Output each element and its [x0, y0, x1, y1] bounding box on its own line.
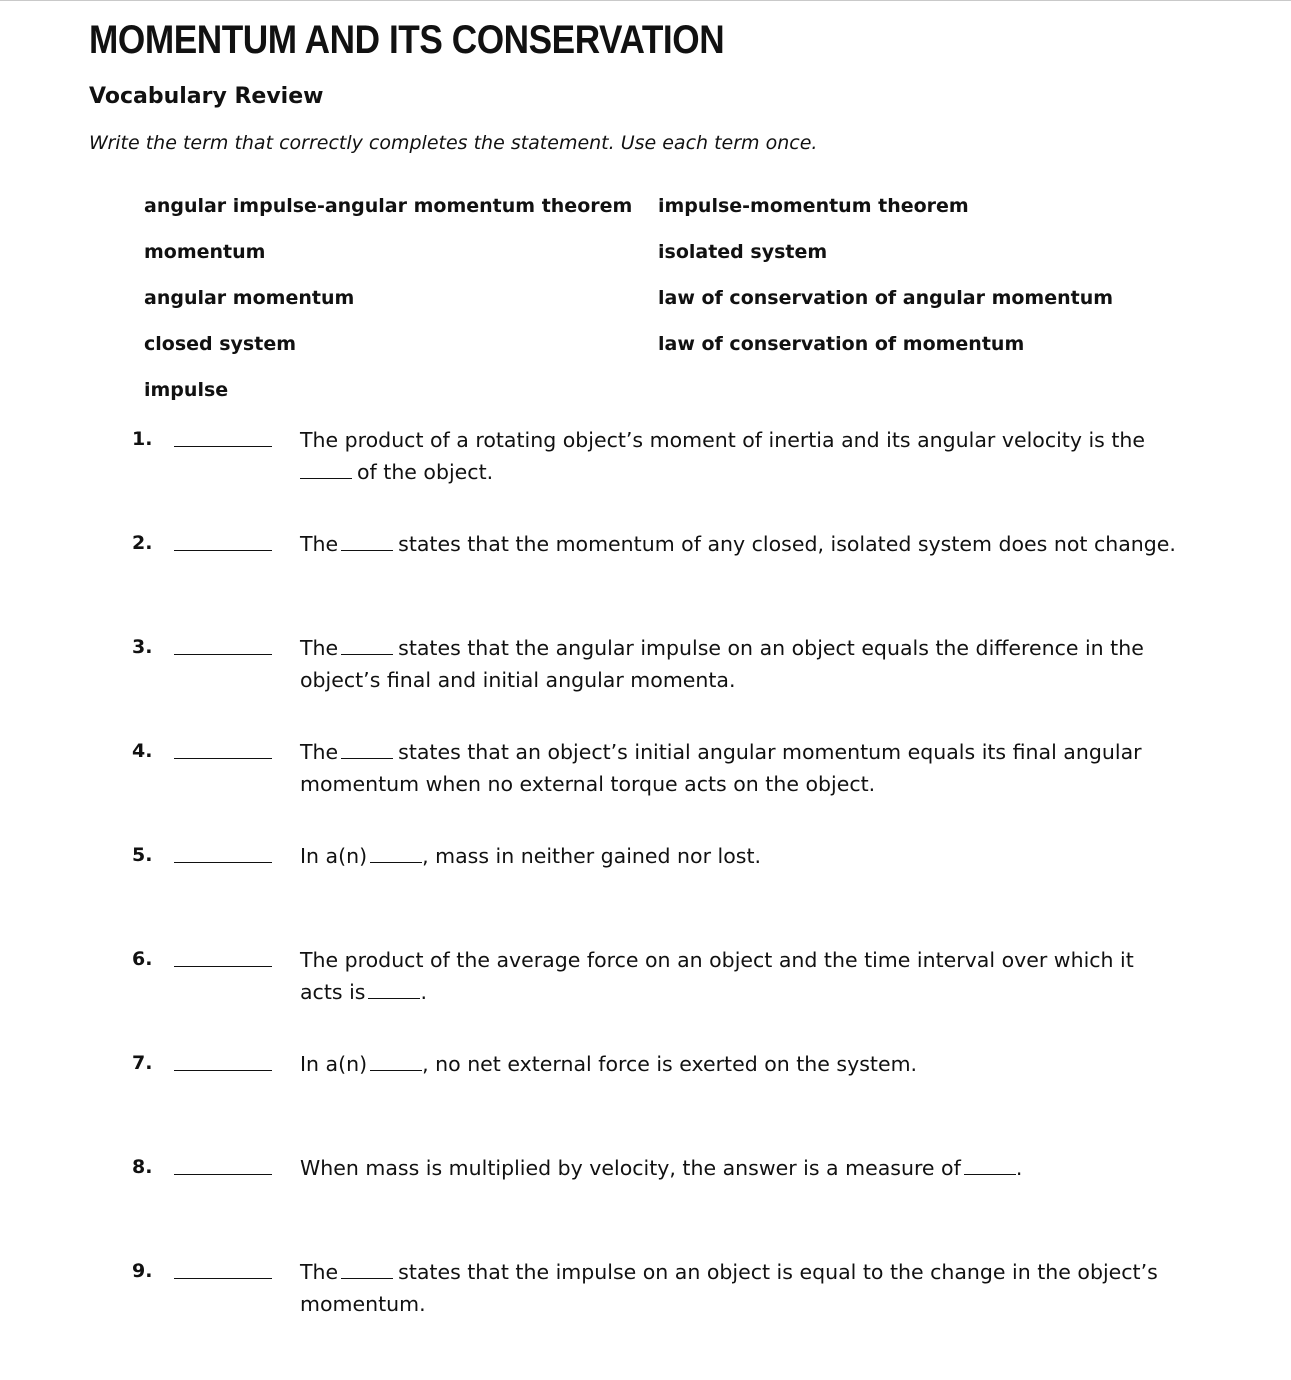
term-bank-item: angular impulse-angular momentum theorem [144, 195, 633, 217]
question-text-before: The product of a rotating object’s moment of inertia and its angular velocity is the [300, 428, 1146, 452]
answer-line[interactable] [174, 550, 272, 551]
question-number: 4. [132, 740, 153, 762]
question-number: 3. [132, 636, 153, 658]
question-7 [0, 1048, 1291, 1118]
term-bank-item: closed system [144, 333, 297, 355]
question-3 [0, 632, 1291, 702]
instructions: Write the term that correctly completes the statement. Use each term once. [89, 132, 818, 154]
term-bank-item: impulse-momentum theorem [658, 195, 969, 217]
question-text-before: When mass is multiplied by velocity, the answer is a measure of [300, 1156, 961, 1180]
question-2 [0, 528, 1291, 598]
question-number: 6. [132, 948, 153, 970]
question-6 [0, 944, 1291, 1014]
question-text [300, 1048, 1200, 1080]
inline-blank [370, 842, 422, 863]
answer-line[interactable] [174, 966, 272, 967]
question-number: 9. [132, 1260, 153, 1282]
question-text-before: In a(n) [300, 1052, 368, 1076]
question-1 [0, 424, 1291, 494]
inline-blank [341, 738, 393, 759]
question-text-before: The [300, 532, 339, 556]
question-text-before: The [300, 1260, 339, 1284]
question-number: 7. [132, 1052, 153, 1074]
question-number: 8. [132, 1156, 153, 1178]
answer-line[interactable] [174, 446, 272, 447]
question-8 [0, 1152, 1291, 1222]
question-text-after: , no net external force is exerted on the system. [422, 1052, 918, 1076]
answer-line[interactable] [174, 862, 272, 863]
section-subtitle: Vocabulary Review [89, 84, 324, 109]
question-text-after: states that the angular impulse on an object equals the difference in the object’s final and initial angular momenta. [300, 636, 1144, 692]
answer-line[interactable] [174, 758, 272, 759]
answer-line[interactable] [174, 654, 272, 655]
question-text-before: The [300, 636, 339, 660]
page-title: MOMENTUM AND ITS CONSERVATION [89, 18, 725, 62]
question-text [300, 528, 1260, 560]
question-text-after: states that an object’s initial angular momentum equals its final angular momentum when no external torque acts on the object. [300, 740, 1142, 796]
question-text [300, 1152, 1200, 1184]
question-number: 2. [132, 532, 153, 554]
top-rule [0, 0, 1291, 1]
inline-blank [341, 530, 393, 551]
question-text [300, 840, 1200, 872]
term-bank-item: law of conservation of momentum [658, 333, 1025, 355]
inline-blank [341, 634, 393, 655]
answer-line[interactable] [174, 1174, 272, 1175]
term-bank-item: impulse [144, 379, 229, 401]
inline-blank [341, 1258, 393, 1279]
question-text-after: . [420, 980, 427, 1004]
question-5 [0, 840, 1291, 910]
term-bank [144, 192, 1144, 422]
inline-blank [300, 458, 352, 479]
term-bank-item: momentum [144, 241, 266, 263]
question-text-before: The [300, 740, 339, 764]
question-text [300, 1256, 1190, 1320]
term-bank-item: angular momentum [144, 287, 355, 309]
term-bank-item: law of conservation of angular momentum [658, 287, 1114, 309]
question-text-after: of the object. [357, 460, 494, 484]
question-text [300, 424, 1180, 488]
answer-line[interactable] [174, 1278, 272, 1279]
question-text-after: , mass in neither gained nor lost. [422, 844, 761, 868]
question-text-before: The product of the average force on an object and the time interval over which it acts is [300, 948, 1134, 1004]
term-bank-item: isolated system [658, 241, 828, 263]
question-9 [0, 1256, 1291, 1326]
question-number: 5. [132, 844, 153, 866]
question-text-after: states that the impulse on an object is equal to the change in the object’s momentum. [300, 1260, 1158, 1316]
inline-blank [370, 1050, 422, 1071]
question-text-after: . [1015, 1156, 1023, 1180]
question-text [300, 944, 1180, 1008]
inline-blank [368, 978, 420, 999]
question-text-before: In a(n) [300, 844, 368, 868]
question-number: 1. [132, 428, 153, 450]
question-text [300, 736, 1180, 800]
inline-blank [964, 1154, 1016, 1175]
question-4 [0, 736, 1291, 806]
answer-line[interactable] [174, 1070, 272, 1071]
question-text-after: states that the momentum of any closed, isolated system does not change. [398, 532, 1176, 556]
question-text [300, 632, 1180, 696]
